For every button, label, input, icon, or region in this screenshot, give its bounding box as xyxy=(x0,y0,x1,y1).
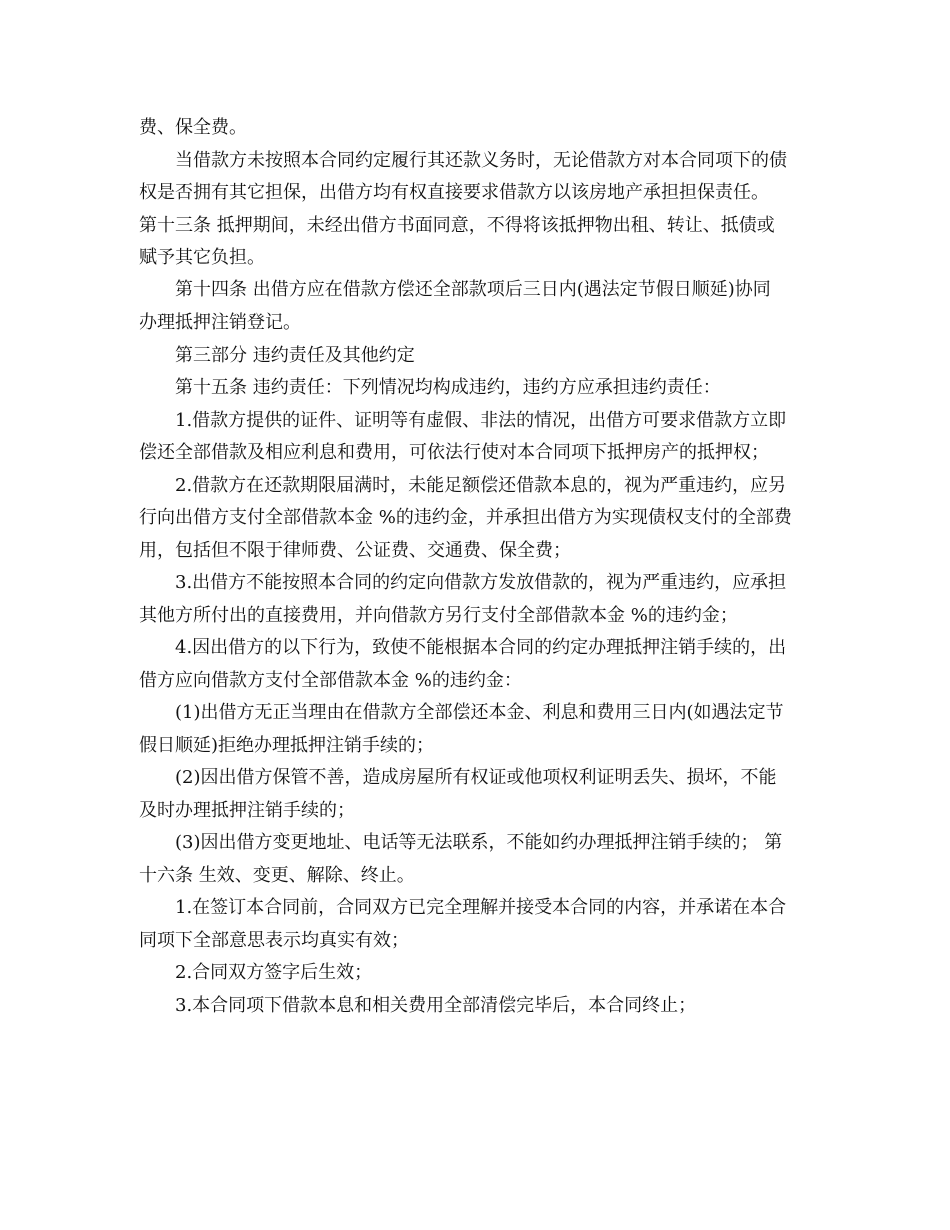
text-line: 第十五条 违约责任：下列情况均构成违约，违约方应承担违约责任： xyxy=(175,377,721,398)
text-line: 2.合同双方签字后生效； xyxy=(175,962,373,983)
text-line: 用，包括但不限于律师费、公证费、交通费、保全费； xyxy=(139,540,571,561)
text-line: 借方应向借款方支付全部借款本金 %的违约金： xyxy=(139,670,522,691)
text-line: 其他方所付出的直接费用，并向借款方另行支付全部借款本金 %的违约金； xyxy=(139,605,738,626)
text-line: (1)出借方无正当理由在借款方全部偿还本金、利息和费用三日内(如遇法定节 xyxy=(175,702,784,723)
text-line: 赋予其它负担。 xyxy=(139,247,265,268)
text-line: 2.借款方在还款期限届满时，未能足额偿还借款本息的，视为严重违约，应另 xyxy=(175,475,787,496)
text-line: 假日顺延)拒绝办理抵押注销手续的； xyxy=(139,735,435,756)
text-line: 第十三条 抵押期间，未经出借方书面同意，不得将该抵押物出租、转让、抵债或 xyxy=(139,215,775,236)
text-line: 1.在签订本合同前，合同双方已完全理解并接受本合同的内容，并承诺在本合 xyxy=(175,897,787,918)
text-line: (3)因出借方变更地址、电话等无法联系，不能如约办理抵押注销手续的； 第 xyxy=(175,832,783,853)
text-line: 第十四条 出借方应在借款方偿还全部款项后三日内(遇法定节假日顺延)协同 xyxy=(175,279,771,300)
text-line: 4.因出借方的以下行为，致使不能根据本合同的约定办理抵押注销手续的，出 xyxy=(175,637,787,658)
text-line: 权是否拥有其它担保，出借方均有权直接要求借款方以该房地产承担担保责任。 xyxy=(139,182,769,203)
text-line: 3.出借方不能按照本合同的约定向借款方发放借款的，视为严重违约，应承担 xyxy=(175,572,787,593)
text-line: 偿还全部借款及相应利息和费用，可依法行使对本合同项下抵押房产的抵押权； xyxy=(139,442,769,463)
text-line: 办理抵押注销登记。 xyxy=(139,312,301,333)
text-line: 3.本合同项下借款本息和相关费用全部清偿完毕后，本合同终止； xyxy=(175,995,697,1016)
section-heading: 第三部分 违约责任及其他约定 xyxy=(175,345,415,366)
text-line: 同项下全部意思表示均真实有效； xyxy=(139,930,409,951)
text-line: 及时办理抵押注销手续的； xyxy=(139,800,355,821)
text-line: (2)因出借方保管不善，造成房屋所有权证或他项权利证明丢失、损坏，不能 xyxy=(175,767,777,788)
text-line: 行向出借方支付全部借款本金 %的违约金，并承担出借方为实现债权支付的全部费 xyxy=(139,507,792,528)
text-line: 1.借款方提供的证件、证明等有虚假、非法的情况，出借方可要求借款方立即 xyxy=(175,410,787,431)
text-line: 费、保全费。 xyxy=(139,117,247,138)
text-line: 十六条 生效、变更、解除、终止。 xyxy=(139,865,415,886)
text-line: 当借款方未按照本合同约定履行其还款义务时，无论借款方对本合同项下的债 xyxy=(175,150,787,171)
